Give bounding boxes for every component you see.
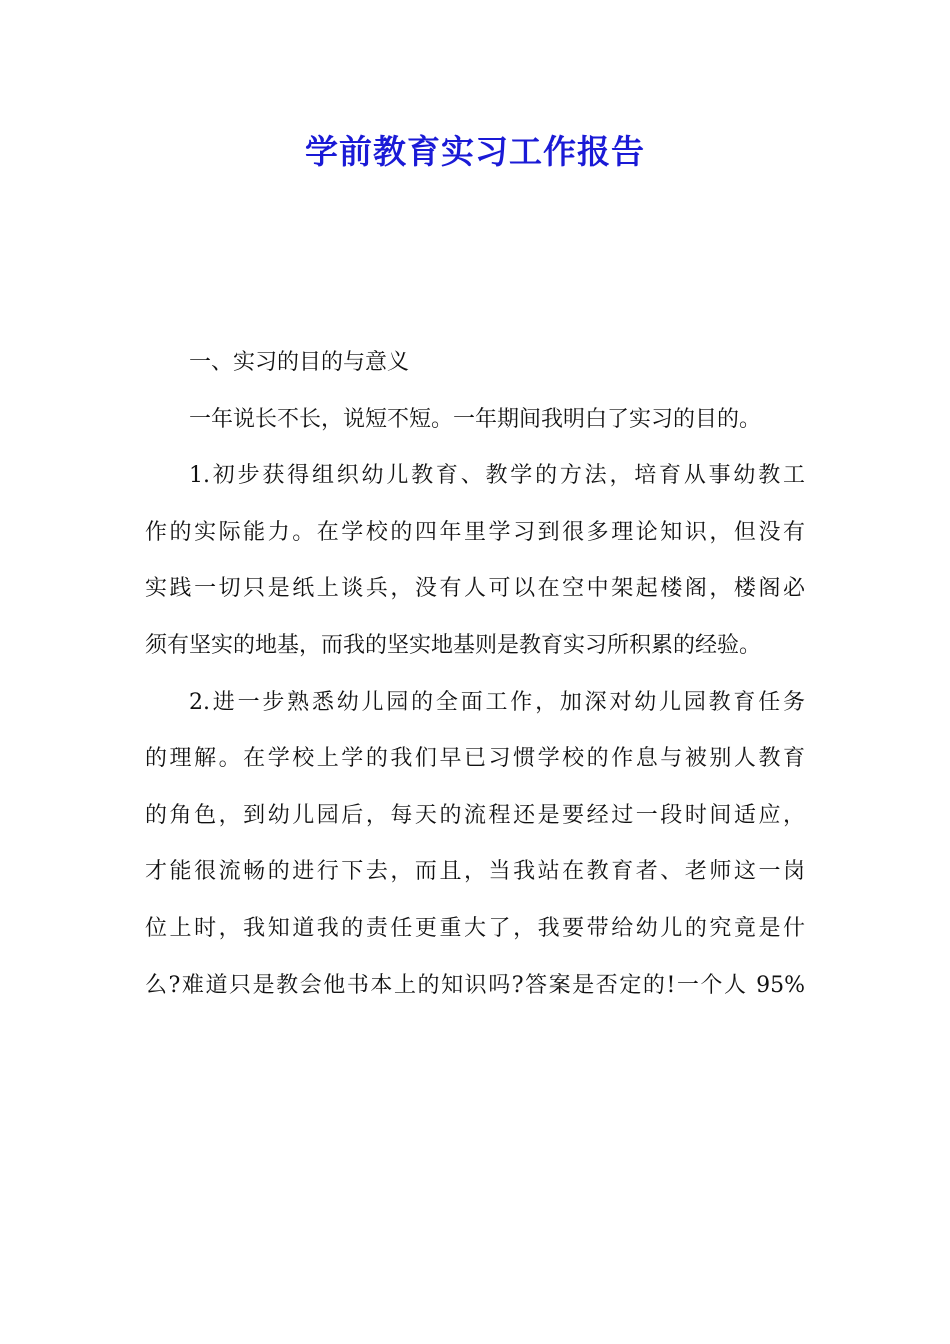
paragraph-line: 位上时，我知道我的责任更重大了，我要带给幼儿的究竟是什 <box>145 915 805 941</box>
paragraph-line: 的角色，到幼儿园后，每天的流程还是要经过一段时间适应， <box>145 802 805 828</box>
paragraph-line: 作的实际能力。在学校的四年里学习到很多理论知识，但没有 <box>145 519 805 545</box>
paragraph-line: 1.初步获得组织幼儿教育、教学的方法，培育从事幼教工 <box>189 463 805 489</box>
paragraph-line: 2.进一步熟悉幼儿园的全面工作，加深对幼儿园教育任务 <box>189 689 805 715</box>
paragraph-line: 么?难道只是教会他书本上的知识吗?答案是否定的!一个人 95% <box>145 972 805 998</box>
paragraph-line: 的理解。在学校上学的我们早已习惯学校的作息与被别人教育 <box>145 746 805 772</box>
paragraph-line: 才能很流畅的进行下去，而且，当我站在教育者、老师这一岗 <box>145 859 805 885</box>
paragraph-line: 一年说长不长，说短不短。一年期间我明白了实习的目的。 <box>189 406 762 432</box>
paragraph-line: 须有坚实的地基，而我的坚实地基则是教育实习所积累的经验。 <box>145 632 762 658</box>
paragraph-line: 实践一切只是纸上谈兵，没有人可以在空中架起楼阁，楼阁必 <box>145 576 805 602</box>
document-title: 学前教育实习工作报告 <box>305 132 645 171</box>
section-heading: 一、实习的目的与意义 <box>189 350 410 375</box>
document-body <box>145 335 805 1014</box>
